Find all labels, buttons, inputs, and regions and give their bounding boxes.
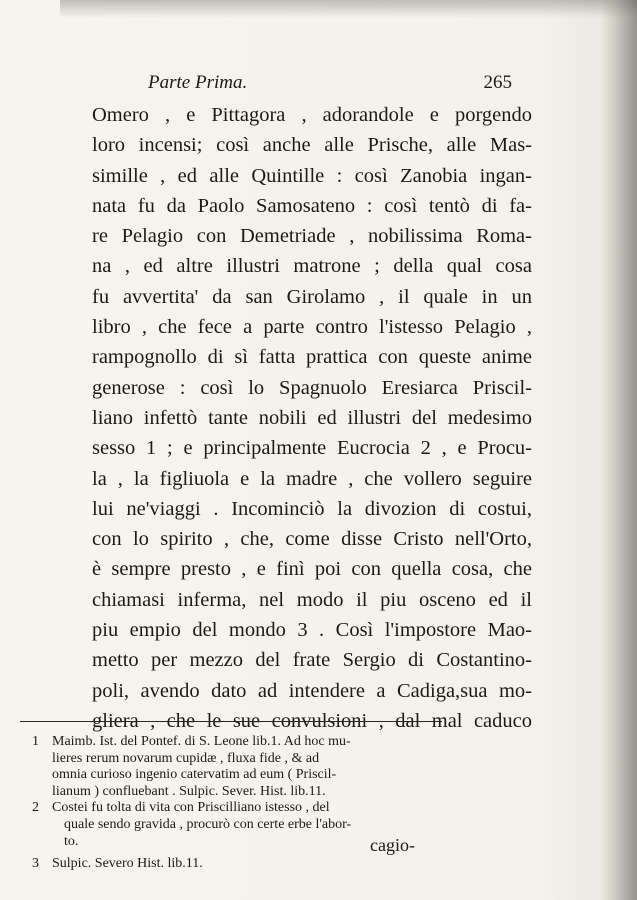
body-line: la , la figliuola e la madre , che vollero seguire [92,467,532,490]
footnote-line: Maimb. Ist. del Pontef. di S. Leone lib.1. Ad hoc mu- [52,734,351,749]
footnote-line: to. [64,833,79,849]
scan-shadow-top [60,0,637,18]
body-line: fu avvertita' da san Girolamo , il quale in un [92,285,532,308]
footnote [32,856,440,873]
running-head: Parte Prima. [148,72,248,93]
body-line: sesso 1 ; e principalmente Eucrocia 2 , e Procu- [92,437,532,460]
scan-shadow-right [601,0,637,900]
body-line: con lo spirito , che, come disse Cristo nell'Orto, [92,528,532,551]
page-number: 265 [483,72,512,93]
footnote-number: 1 [32,734,39,749]
body-line: chiamasi inferma, nel modo il piu osceno ed il [92,588,532,611]
body-line: libro , che fece a parte contro l'istesso Pelagio , [92,316,532,339]
footnote-line: lianum ) confluebant . Sulpic. Sever. Hist. lib.11. [52,783,326,799]
body-line: na , ed altre illustri matrone ; della qual cosa [92,255,532,278]
body-line: Omero , e Pittagora , adorandole e porgendo [92,104,532,126]
footnote-line: lieres rerum novarum cupidæ , fluxa fide , & ad [52,750,320,766]
footnote-line: Sulpic. Severo Hist. lib.11. [52,856,203,872]
body-line: lui ne'viaggi . Incominciò la divozion di costui, [92,497,532,520]
footnote [32,734,440,800]
footnote-line: omnia curioso ingenio catervatim ad eum ( Priscil- [52,767,337,783]
footnote-number: 3 [32,856,39,872]
body-line: nata fu da Paolo Samosateno : così tentò di fa- [92,194,532,217]
body-text [92,100,532,736]
body-line: metto per mezzo del frate Sergio di Costantino- [92,649,532,672]
body-line: rampognollo di sì fatta prattica con queste anime [92,346,532,369]
body-line: poli, avendo dato ad intendere a Cadiga,sua mo- [92,679,532,702]
body-line: loro incensi; così anche alle Prische, alle Mas- [92,134,532,157]
catchword: cagio- [370,835,415,855]
page-header [92,72,512,98]
footnote-line: Costei fu tolta di vita con Priscilliano istesso , del [52,800,330,816]
footnote-line: quale sendo gravida , procurò con certe erbe l'abor- [64,816,352,832]
body-line: generose : così lo Spagnuolo Eresiarca Priscil- [92,376,532,399]
body-line: gliera , che le sue convulsioni , dal mal caduco [92,709,532,732]
body-line: re Pelagio con Demetriade , nobilissima Roma- [92,225,532,248]
body-line: liano infettò tante nobili ed illustri del medesimo [92,406,532,429]
body-line: è sempre presto , e finì poi con quella cosa, che [92,558,532,581]
body-line: simille , ed alle Quintille : così Zanobia ingan- [92,164,532,187]
footnote-number: 2 [32,800,39,816]
body-line: piu empio del mondo 3 . Così l'impostore Mao- [92,619,532,642]
footnote-rule [20,721,442,722]
